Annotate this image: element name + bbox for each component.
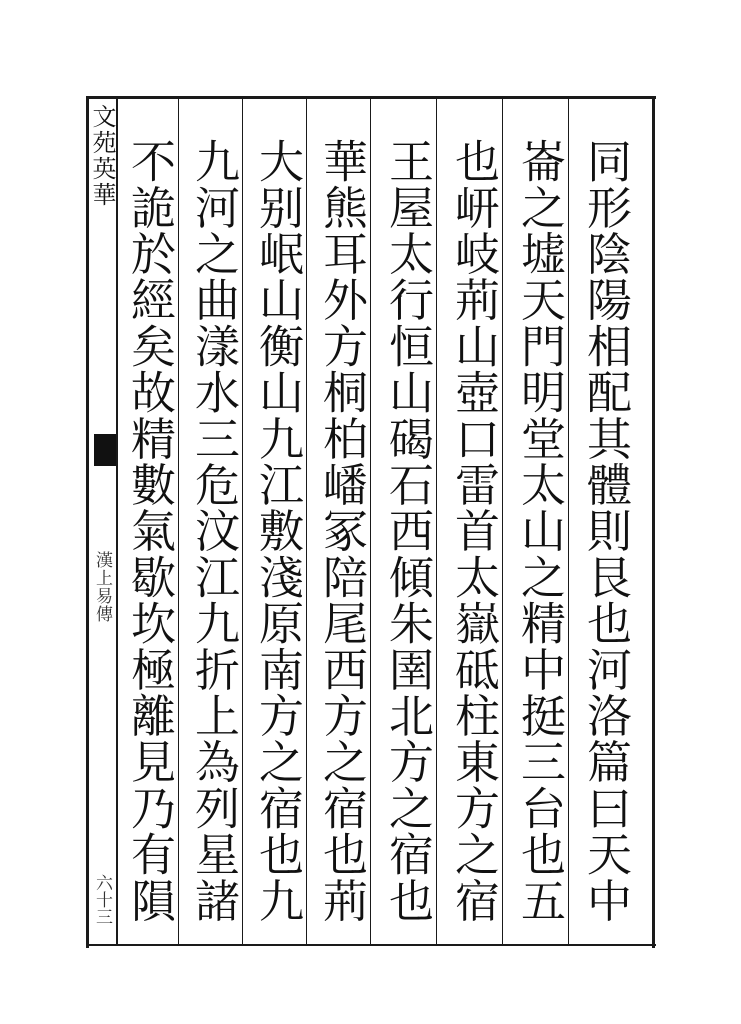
text-column-8: 不詭於經矣故精數氣歇坎極離見乃有隕 — [123, 138, 176, 924]
frame-bottom-border — [86, 944, 656, 946]
margin-page-number: 六十三 — [92, 874, 112, 925]
text-column-1: 同形陰陽相配其體則艮也河洛篇曰天中 — [579, 138, 632, 924]
text-column-5: 華熊耳外方桐柏嶓冢陪尾西方之宿也荊 — [315, 138, 368, 924]
fish-tail-mark — [94, 434, 116, 466]
text-column-4: 王屋太行恒山碣石西傾朱圉北方之宿也 — [381, 138, 434, 924]
margin-title: 文苑英華 — [88, 104, 116, 208]
frame-right-border — [652, 96, 655, 948]
margin-section-title: 漢上易傳 — [92, 551, 112, 623]
text-column-7: 九河之曲漾水三危汶江九折上為列星諸 — [187, 138, 240, 924]
text-column-3: 也岍岐荊山壺口雷首太嶽砥柱東方之宿 — [447, 138, 500, 924]
frame-top-border — [86, 96, 656, 99]
text-column-6: 大别岷山衡山九江敷淺原南方之宿也九 — [251, 138, 304, 924]
margin-strip — [88, 96, 116, 946]
text-column-2: 崙之墟天門明堂太山之精中挺三台也五 — [513, 138, 566, 924]
